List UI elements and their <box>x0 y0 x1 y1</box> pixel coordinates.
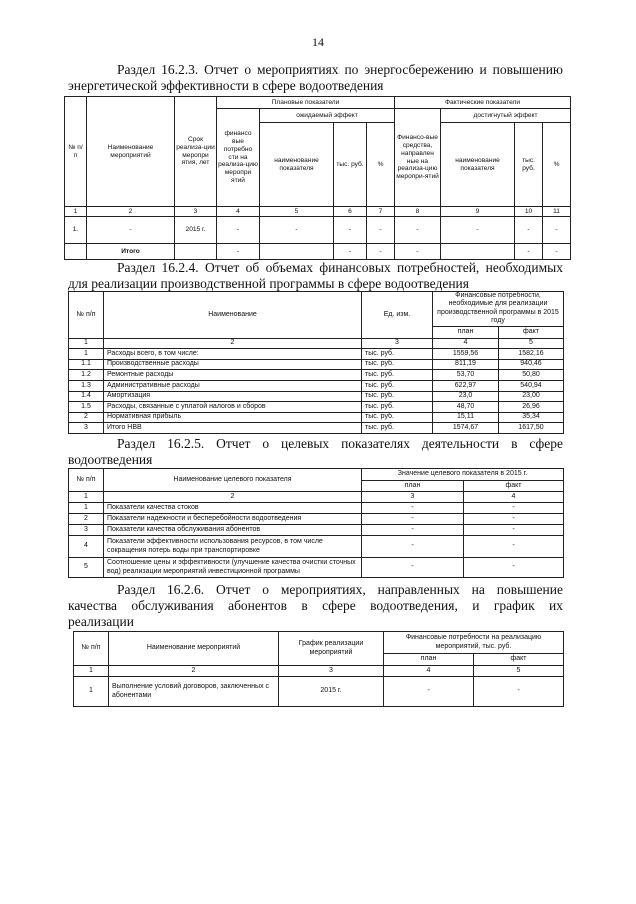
col-num: 5 <box>499 338 564 349</box>
cell: 1.2 <box>69 370 104 381</box>
cell: - <box>464 525 564 536</box>
header-rub: тыс. руб. <box>334 123 367 207</box>
col-num: 3 <box>175 207 217 217</box>
cell: - <box>543 217 571 244</box>
header-indicator-name: наименование показателя <box>260 123 334 207</box>
cell: 1 <box>74 677 109 707</box>
column-numbers-row <box>69 492 564 503</box>
cell: 622,97 <box>433 381 499 392</box>
heading-line: Раздел 16.2.4. Отчет об объемах финансовых потребностей, необходимых <box>117 260 563 275</box>
header-indicator-name: наименование показателя <box>441 123 515 207</box>
target-indicators-table <box>68 468 564 578</box>
table-row <box>69 525 564 536</box>
cell: - <box>362 503 464 514</box>
table-row <box>65 217 571 244</box>
cell: - <box>362 536 464 558</box>
cell <box>260 244 334 260</box>
heading-line: водоотведения <box>68 452 153 467</box>
header-name: Наименование мероприятий <box>87 97 175 207</box>
table-row <box>69 349 564 360</box>
cell: - <box>362 514 464 525</box>
cell: тыс. руб. <box>362 412 433 423</box>
col-num: 11 <box>543 207 571 217</box>
service-quality-measures-table <box>73 631 564 707</box>
cell: 1. <box>65 217 87 244</box>
table-row <box>69 503 564 514</box>
cell: Административные расходы <box>104 381 362 392</box>
col-num: 3 <box>279 666 384 677</box>
cell: Амортизация <box>104 391 362 402</box>
cell: - <box>474 677 564 707</box>
cell: 1617,50 <box>499 423 564 434</box>
cell: 1.3 <box>69 381 104 392</box>
header-plan: план <box>433 326 499 338</box>
heading-line: реализации <box>68 614 134 629</box>
cell: - <box>395 217 441 244</box>
cell: 3 <box>69 423 104 434</box>
col-num: 3 <box>362 338 433 349</box>
header-fact: факт <box>474 654 564 666</box>
header-term: Срок реализа-ции меропри ятия, лет <box>175 97 217 207</box>
cell: 15,11 <box>433 412 499 423</box>
col-num: 1 <box>74 666 109 677</box>
cell: 940,46 <box>499 359 564 370</box>
cell: - <box>384 677 474 707</box>
cell: 1574,67 <box>433 423 499 434</box>
col-num: 6 <box>334 207 367 217</box>
col-num: 10 <box>515 207 543 217</box>
cell: 1 <box>69 503 104 514</box>
col-num: 1 <box>69 492 104 503</box>
header-fact: факт <box>464 481 564 492</box>
cell: 540,94 <box>499 381 564 392</box>
col-num: 7 <box>367 207 395 217</box>
header-fin-needs: финансо вые потребно сти на реализа-цию меропри ятий <box>217 109 260 207</box>
header-plan: план <box>384 654 474 666</box>
section-16-2-3-heading <box>68 62 563 94</box>
cell <box>441 244 515 260</box>
col-num: 2 <box>109 666 279 677</box>
cell: 53,70 <box>433 370 499 381</box>
header-num: № п/п <box>74 632 109 666</box>
cell: тыс. руб. <box>362 370 433 381</box>
header-plan: план <box>362 481 464 492</box>
cell: 1 <box>69 349 104 360</box>
header-actual: Фактические показатели <box>395 97 571 109</box>
col-num: 3 <box>362 492 464 503</box>
cell: 4 <box>69 536 104 558</box>
header-expected-effect: ожидаемый эффект <box>260 109 395 123</box>
energy-saving-report-table <box>64 96 571 260</box>
cell: - <box>367 217 395 244</box>
cell: - <box>464 536 564 558</box>
cell: Нормативная прибыль <box>104 412 362 423</box>
cell: 2015 г. <box>279 677 384 707</box>
col-num: 2 <box>104 338 362 349</box>
col-num: 4 <box>464 492 564 503</box>
table-row <box>69 359 564 370</box>
section-16-2-4-heading <box>68 260 563 292</box>
heading-line: для реализации производственной программы в сфере водоотведения <box>68 276 469 291</box>
cell: - <box>260 217 334 244</box>
table-row <box>74 677 564 707</box>
cell: тыс. руб. <box>362 423 433 434</box>
table-row <box>69 402 564 413</box>
cell: - <box>395 244 441 260</box>
cell: Расходы всего, в том числе: <box>104 349 362 360</box>
table-row <box>69 423 564 434</box>
cell: 5 <box>69 558 104 578</box>
cell: - <box>441 217 515 244</box>
header-achieved-effect: достигнутый эффект <box>441 109 571 123</box>
cell: 48,70 <box>433 402 499 413</box>
header-unit: Ед. изм. <box>362 292 433 339</box>
cell: - <box>515 217 543 244</box>
section-16-2-6-heading <box>68 582 563 630</box>
table-row <box>69 514 564 525</box>
heading-line: энергетической эффективности в сфере водоотведения <box>68 78 384 93</box>
header-num: № п/ п <box>65 97 87 207</box>
cell: 2 <box>69 412 104 423</box>
page-number: 14 <box>312 35 324 49</box>
cell: 1582,16 <box>499 349 564 360</box>
cell: Показатели эффективности использования ресурсов, в том числе сокращения потерь воды при транспортировке <box>104 536 362 558</box>
cell: 811,19 <box>433 359 499 370</box>
table-row <box>69 412 564 423</box>
cell: Расходы, связанные с уплатой налогов и сборов <box>104 402 362 413</box>
heading-line: Раздел 16.2.5. Отчет о целевых показателях деятельности в сфере <box>117 436 563 451</box>
cell: Соотношение цены и эффективности (улучшение качества очистки сточных вод) реализации мероприятий инвестиционной программы <box>104 558 362 578</box>
col-num: 2 <box>104 492 362 503</box>
column-numbers-row <box>69 338 564 349</box>
cell: - <box>87 217 175 244</box>
column-numbers-row <box>65 207 571 217</box>
cell: тыс. руб. <box>362 349 433 360</box>
col-num: 1 <box>65 207 87 217</box>
heading-line: качества обслуживания абонентов в сфере водоотведения, и график их <box>68 598 563 613</box>
col-num: 4 <box>433 338 499 349</box>
header-name: Наименование <box>104 292 362 339</box>
header-fin-spent: Финансо-вые средства, направлен ные на реализа-цию меропри-ятий <box>395 109 441 207</box>
table-row <box>69 536 564 558</box>
header-rub: тыс. руб. <box>515 123 543 207</box>
col-num: 2 <box>87 207 175 217</box>
cell: - <box>543 244 571 260</box>
header-name: Наименование целевого показателя <box>104 469 362 492</box>
cell: 1.1 <box>69 359 104 370</box>
table-row <box>69 391 564 402</box>
cell: 23,00 <box>499 391 564 402</box>
cell: 1.4 <box>69 391 104 402</box>
cell: 1.5 <box>69 402 104 413</box>
col-num: 4 <box>217 207 260 217</box>
cell: 2 <box>69 514 104 525</box>
table-row <box>69 370 564 381</box>
table-row-total <box>65 244 571 260</box>
cell <box>65 244 87 260</box>
cell: 3 <box>69 525 104 536</box>
cell: - <box>217 244 260 260</box>
heading-line: Раздел 16.2.6. Отчет о мероприятиях, направленных на повышение <box>117 582 563 597</box>
col-num: 9 <box>441 207 515 217</box>
header-fin-needs: Финансовые потребности на реализацию мероприятий, тыс. руб. <box>384 632 564 654</box>
cell: - <box>464 503 564 514</box>
cell: - <box>334 217 367 244</box>
cell: Показатели надежности и бесперебойности водоотведения <box>104 514 362 525</box>
cell: - <box>464 514 564 525</box>
header-name: Наименование мероприятий <box>109 632 279 666</box>
col-num: 1 <box>69 338 104 349</box>
cell: Показатели качества обслуживания абонентов <box>104 525 362 536</box>
header-num: № п/п <box>69 469 104 492</box>
cell: - <box>464 558 564 578</box>
total-label: Итого <box>87 244 175 260</box>
cell: - <box>334 244 367 260</box>
cell: 2015 г. <box>175 217 217 244</box>
col-num: 5 <box>260 207 334 217</box>
heading-line: Раздел 16.2.3. Отчет о мероприятиях по энергосбережению и повышению <box>117 62 563 77</box>
cell: Итого НВВ <box>104 423 362 434</box>
cell: тыс. руб. <box>362 381 433 392</box>
col-num: 4 <box>384 666 474 677</box>
header-planned: Плановые показатели <box>217 97 395 109</box>
table-row <box>69 558 564 578</box>
cell: 1559,56 <box>433 349 499 360</box>
col-num: 8 <box>395 207 441 217</box>
cell: - <box>367 244 395 260</box>
cell: 23,0 <box>433 391 499 402</box>
cell: Выполнение условий договоров, заключенных с абонентами <box>109 677 279 707</box>
header-num: № п/п <box>69 292 104 339</box>
header-schedule: График реализации мероприятий <box>279 632 384 666</box>
cell: 50,80 <box>499 370 564 381</box>
cell <box>175 244 217 260</box>
cell: Показатели качества стоков <box>104 503 362 514</box>
cell: тыс. руб. <box>362 402 433 413</box>
column-numbers-row <box>74 666 564 677</box>
cell: - <box>515 244 543 260</box>
cell: - <box>217 217 260 244</box>
section-16-2-5-heading <box>68 436 563 468</box>
header-fin-needs: Финансовые потребности, необходимые для реализации производственной программы в 2015 году <box>433 292 564 327</box>
header-fact: факт <box>499 326 564 338</box>
cell: - <box>362 558 464 578</box>
header-pct: % <box>543 123 571 207</box>
header-pct: % <box>367 123 395 207</box>
cell: Производственные расходы <box>104 359 362 370</box>
cell: тыс. руб. <box>362 391 433 402</box>
cell: Ремонтные расходы <box>104 370 362 381</box>
col-num: 5 <box>474 666 564 677</box>
cell: 26,96 <box>499 402 564 413</box>
cell: - <box>362 525 464 536</box>
cell: 35,34 <box>499 412 564 423</box>
cell: тыс. руб. <box>362 359 433 370</box>
table-row <box>69 381 564 392</box>
header-target-value: Значение целевого показателя в 2015 г. <box>362 469 564 481</box>
financial-needs-table <box>68 291 564 434</box>
